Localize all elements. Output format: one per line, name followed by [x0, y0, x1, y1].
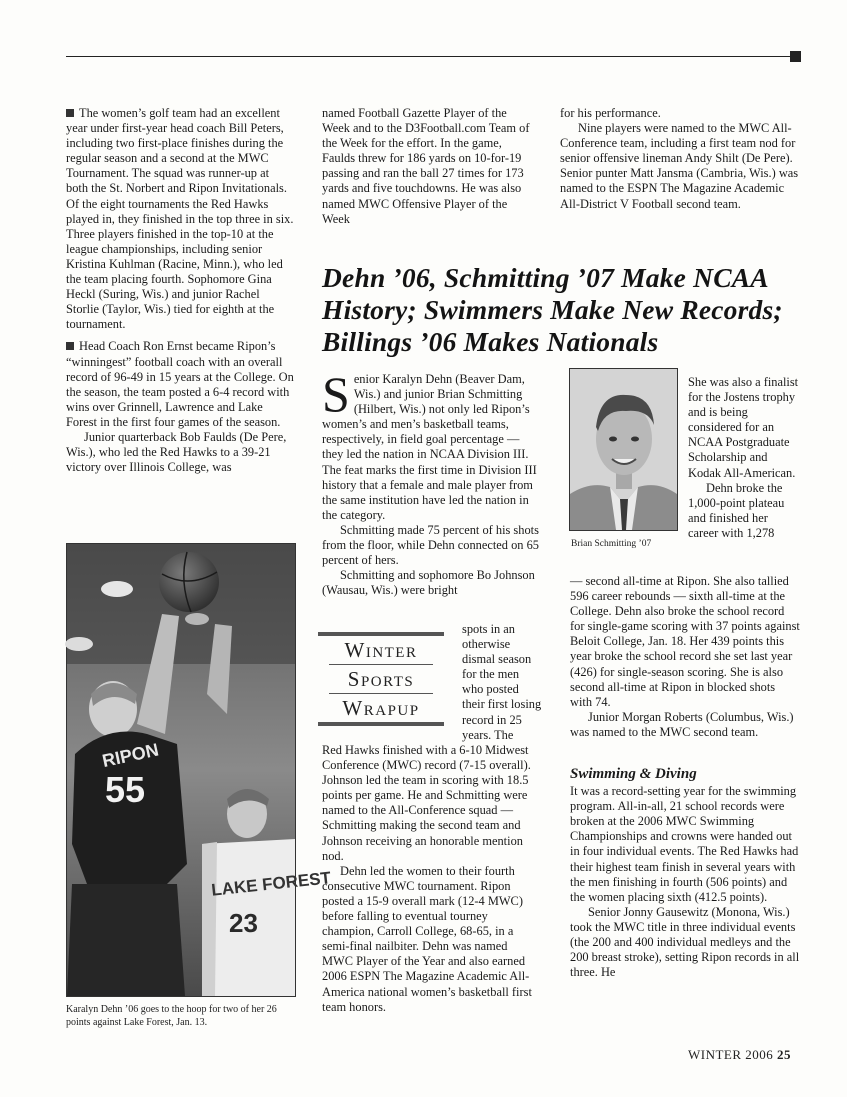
lake-forest-jersey-text: LAKE FOREST	[210, 868, 332, 900]
schmitting-photo-caption: Brian Schmitting ’07	[571, 539, 652, 549]
page-footer	[688, 1047, 791, 1063]
article-paragraph-3b: spots in an otherwise dismal season for the men who posted their first losing record in 25 years. The	[462, 622, 542, 742]
football-continued-paragraph: named Football Gazette Player of the Week and to the D3Football.com Team of the Week for the effort. In the game, Faulds threw for 186 yards on 10-for-19 passing and ran the ball 27 times for 173 yards and five touchdowns. He was also named MWC Offensive Player of the Week	[322, 106, 530, 226]
basketball-photo-image	[67, 544, 332, 996]
article-paragraph-3a: Schmitting and sophomore Bo Johnson (Wausau, Wis.) were bright	[322, 568, 535, 598]
basketball-article-col-d	[570, 574, 800, 980]
wrapup-word-3: Wrapup	[342, 696, 420, 720]
football-wrap	[560, 106, 800, 212]
swimming-paragraph-2: Senior Jonny Gausewitz (Monona, Wis.) took the MWC title in three individual events (the 200 and 400 individual medleys and the 200 breast stroke), setting Ripon records in all three. He	[570, 904, 800, 980]
football-wrap-paragraph-1: for his performance.	[560, 106, 661, 120]
basketball-article-wrap-text	[462, 622, 542, 743]
schmitting-photo	[569, 368, 678, 531]
article-col3-paragraph-1: She was also a finalist for the Jostens trophy and is being considered for an NCAA Postgraduate Scholarship and Kodak All-American.	[688, 375, 799, 480]
football-continued	[322, 106, 536, 227]
lake-forest-jersey-number: 23	[229, 908, 258, 938]
ripon-jersey-number: 55	[105, 769, 146, 810]
football-wrap-paragraph-2: Nine players were named to the MWC All-Conference team, including a first team nod for senior offensive lineman Andy Shilt (De Pere). Senior punter Matt Jansma (Cambria, Wis.) was named to the ESPN The Magazine Academic All-District V Football second team.	[560, 121, 799, 211]
article-paragraph-2: Schmitting made 75 percent of his shots from the floor, while Dehn connected on 65 percent of hers.	[322, 522, 539, 568]
ripon-jersey-text: RIPON	[100, 739, 161, 771]
basketball-photo	[66, 543, 332, 997]
issue-label: WINTER 2006	[688, 1047, 774, 1062]
drop-cap: S	[322, 366, 350, 422]
swimming-paragraph-1: It was a record-setting year for the swimming program. All-in-all, 21 school records were broken at the 2006 MWC Swimming Championships and crowns were handed out in four individual events. The Red Hawks had their highest team finish in several years with the men finishing in fourth (506 points) and the women placing sixth (412.5 points).	[570, 784, 799, 904]
swimming-subhead: Swimming & Diving	[570, 766, 697, 783]
bullet-square	[66, 342, 74, 350]
article-col3-paragraph-2b: — second all-time at Ripon. She also tallied 596 career rebounds — sixth all-time at the College. Dehn also broke the school record for single-game scoring with 37 points against Beloit College, Jan. 18. Her 439 points this year broke the school record she set last year (426) for single-season scoring. She is also second all-time at Ripon in blocked shots with 74.	[570, 574, 800, 709]
bullet-square	[66, 109, 74, 117]
header-rule-square	[790, 51, 801, 62]
wrapup-word-2: Sports	[347, 667, 415, 691]
page-number: 25	[777, 1047, 792, 1062]
basketball-article-col-c	[688, 375, 800, 541]
article-paragraph-4: Dehn led the women to their fourth consecutive MWC tournament. Ripon posted a 15-9 overall mark (12-4 MWC) before falling to eventual tourney champion, Carroll College, 68-65, in a semi-final nailbiter. Dehn was named MWC Player of the Year and also earned 2006 ESPN The Magazine Academic All-America national women’s basketball first team honors.	[322, 863, 532, 1014]
article-paragraph-3c: Red Hawks finished with a 6-10 Midwest Conference (MWC) record (7-15 overall). Johnson led the team in scoring with 18.5 points per game. He and Schmitting were named to the All-Conference squad — Schmitting making the second team and Johnson receiving an honorable mention nod.	[322, 743, 531, 863]
basketball-photo-caption: Karalyn Dehn ’06 goes to the hoop for two of her 26 points against Lake Forest, Jan. 13.	[66, 1004, 277, 1028]
wrapup-word-1: Winter	[344, 638, 418, 662]
article-paragraph-1: Senior Karalyn Dehn (Beaver Dam, Wis.) and junior Brian Schmitting (Hilbert, Wis.) not only led Ripon’s women’s and men’s basketball teams, respectively, in field goal percentage — they led the nation in NCAA Division III. The feat marks the first time in Division III history that a female and male player from the same institution have led the nation in the category.	[322, 366, 537, 522]
golf-paragraph: The women’s golf team had an excellent year under first-year head coach Bill Peters, including two first-place finishes during the regular season and a second at the MWC Tournament. The squad was runner-up at both the St. Norbert and Ripon Invitationals. Of the eight tournaments the Red Hawks played in, they finished in the top three in six. Three players finished in the top-10 at the league championships, including senior Kristina Kuhlman (Racine, Minn.), who led the team placing fourth. Sophomore Gina Heckl (Suring, Wis.) and junior Rachel Storlie (Taylor, Wis.) tied for eighth at the tournament.	[66, 106, 294, 332]
article-col3-paragraph-3: Junior Morgan Roberts (Columbus, Wis.) was named to the MWC second team.	[570, 709, 794, 739]
article-headline: Dehn ’06, Schmitting ’07 Make NCAA History; Swimmers Make New Records; Billings ’06 Makes Nationals	[322, 262, 783, 357]
football-qb-paragraph: Junior quarterback Bob Faulds (De Pere, Wis.), who led the Red Hawks to a 39-21 victory over Illinois College, was	[66, 429, 287, 475]
article-col3-paragraph-2a: Dehn broke the 1,000-point plateau and finished her career with 1,278	[688, 480, 785, 540]
basketball-article-col-a	[322, 366, 540, 598]
schmitting-photo-image	[570, 369, 677, 530]
header-rule	[66, 56, 796, 57]
golf-football-notes	[66, 106, 294, 475]
basketball-article-col-b	[322, 743, 540, 1015]
winter-sports-wrapup-box	[318, 632, 444, 726]
football-coach-paragraph: Head Coach Ron Ernst became Ripon’s “winningest” football coach with an overall record of 96-49 in 15 years at the College. On the season, the team posted a 6-4 record with wins over Grinnell, Lawrence and Lake Forest in the first four games of the season.	[66, 339, 294, 429]
